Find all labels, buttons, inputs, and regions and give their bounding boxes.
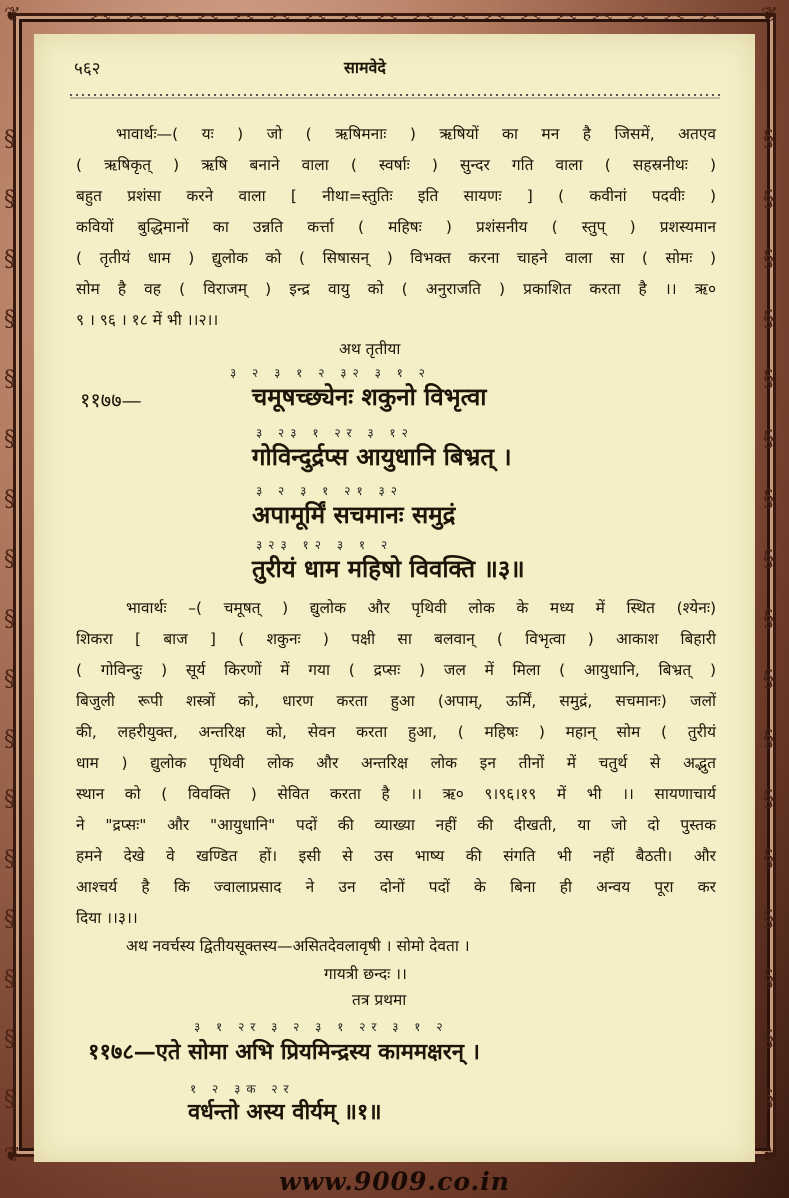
text-line: भावार्थः –( चमूषत् ) द्युलोक और पृथिवी लोक के मध्य में स्थित (श्येनः) <box>126 599 716 617</box>
left-scroll-ornament-icon: § § § § § § § § § § § § § § § § § <box>4 127 19 1112</box>
text-line: बहुत प्रशंसा करने वाला [ नीथा=स्तुतिः इति सायणः ] ( कवीनां पदवीः ) <box>76 187 716 205</box>
swara-marks: ३ २ ३ १ २१ ३२ <box>256 484 403 498</box>
text-line: धाम ) द्युलोक पृथिवी लोक और अन्तरिक्ष लोक इन तीनों में चतुर्थ से अद्भुत <box>76 754 716 772</box>
scripture-page <box>34 34 755 1162</box>
text-line: ( ऋषिकृत् ) ऋषि बनाने वाला ( स्वर्षाः ) सुन्दर गति वाला ( सहस्रनीथः ) <box>76 156 716 174</box>
swara-marks: ३२३ १२ ३ १ २ <box>256 538 394 552</box>
page-number: ५६२ <box>74 59 101 79</box>
text-line: कवियों बुद्धिमानों का उन्नति कर्त्ता ( महिषः ) प्रशंसनीय ( स्तुप् ) प्रशस्यमान <box>76 218 716 236</box>
website-link[interactable]: www.9009.co.in <box>279 1167 510 1196</box>
section-heading: तत्र प्रथमा <box>352 991 407 1009</box>
text-line: ( तृतीयं धाम ) द्युलोक को ( सिषासन् ) विभक्त करना चाहने वाला सा ( सोमः ) <box>76 249 716 267</box>
corner-ornament-icon: ❦ <box>761 1142 778 1166</box>
corner-ornament-icon: ❦ <box>4 1142 21 1166</box>
header-divider <box>70 90 720 100</box>
swara-marks: १ २ ३क २र <box>190 1082 295 1096</box>
corner-ornament-icon: ❦ <box>4 2 21 26</box>
swara-marks: ३ २३ १ २र ३ १२ <box>256 426 414 440</box>
text-line: दिया ।।३।। <box>76 909 138 927</box>
text-line: बिजुली रूपी शस्त्रों को, धारण करता हुआ (अपाम्, ऊर्मिं, समुद्रं, सचमानः) जलों <box>76 692 716 710</box>
mantra-line: ११७८—एते सोमा अभि प्रियमिन्द्रस्य काममक्षरन् । <box>88 1039 481 1065</box>
text-line: ९ । ९६ । १८ में भी ।।२।। <box>76 311 219 329</box>
text-line: स्थान को ( विवक्ति ) सेवित करता है ।। ऋ० ९।९६।१९ में भी ।। सायणाचार्य <box>76 785 716 803</box>
corner-ornament-icon: ❦ <box>761 2 778 26</box>
text-line: आश्चर्य है कि ज्वालाप्रसाद ने उन दोनों पदों के बिना ही अन्वय पूरा कर <box>76 878 716 896</box>
text-line: शिकरा [ बाज ] ( शकुनः ) पक्षी सा बलवान् ( विभृत्वा ) आकाश बिहारी <box>76 630 716 648</box>
text-line: भावार्थः—( यः ) जो ( ऋषिमनाः ) ऋषियों का मन है जिसमें, अतएव <box>116 125 716 143</box>
swara-marks: ३ १ २र ३ २ ३ १ २र ३ १ २ <box>194 1020 449 1034</box>
mantra-line: वर्धन्तो अस्य वीर्यम् ॥१॥ <box>188 1099 382 1125</box>
swara-marks: ३ २ ३ १ २ ३२ ३ १ २ <box>230 366 431 380</box>
text-line: हमने देखे वे खण्डित हों। इसी से उस भाष्य की संगति भी नहीं बैठती। और <box>76 847 716 865</box>
verse-number: ११७७— <box>80 388 142 412</box>
text-line: सोम है वह ( विराजम् ) इन्द्र वायु को ( अनुराजति ) प्रकाशित करता है ।। ऋ० <box>76 280 716 298</box>
sukta-intro: अथ नवर्चस्य द्वितीयसूक्तस्य—असितदेवलावृषी । सोमो देवता । <box>126 937 470 955</box>
mantra-line: गोविन्दुर्द्रप्स आयुधानि बिभ्रत् । <box>252 442 512 471</box>
text-line: ने "द्रप्सः" और "आयुधानि" पदों की व्याख्या नहीं की दीखती, या जो दो पुस्तक <box>76 816 716 834</box>
mantra-line: तुरीयं धाम महिषो विवक्ति ॥३॥ <box>252 554 525 583</box>
mantra-line: चमूषच्छ्येनः शकुनो विभृत्वा <box>252 382 487 411</box>
section-heading: अथ तृतीया <box>339 340 401 358</box>
chhanda-note: गायत्री छन्दः ।। <box>324 965 407 983</box>
right-scroll-ornament-icon: § § § § § § § § § § § § § § § § § <box>763 127 778 1112</box>
text-line: ( गोविन्दुः ) सूर्य किरणों में गया ( द्रप्सः ) जल में मिला ( आयुधानि, बिभ्रत् ) <box>76 661 716 679</box>
top-scroll-ornament-icon: ෴ ෴ ෴ ෴ ෴ ෴ ෴ ෴ ෴ ෴ ෴ ෴ ෴ ෴ ෴ ෴ ෴ ෴ <box>90 2 725 27</box>
page-header-title: सामवेदे <box>344 58 386 77</box>
mantra-line: अपामूर्मिं सचमानः समुद्रं <box>252 500 456 529</box>
text-line: की, लहरीयुक्त, अन्तरिक्ष को, सेवन करता हुआ, ( महिषः ) महान् सोम ( तुरीयं <box>76 723 716 741</box>
footer-bar <box>0 1166 789 1198</box>
